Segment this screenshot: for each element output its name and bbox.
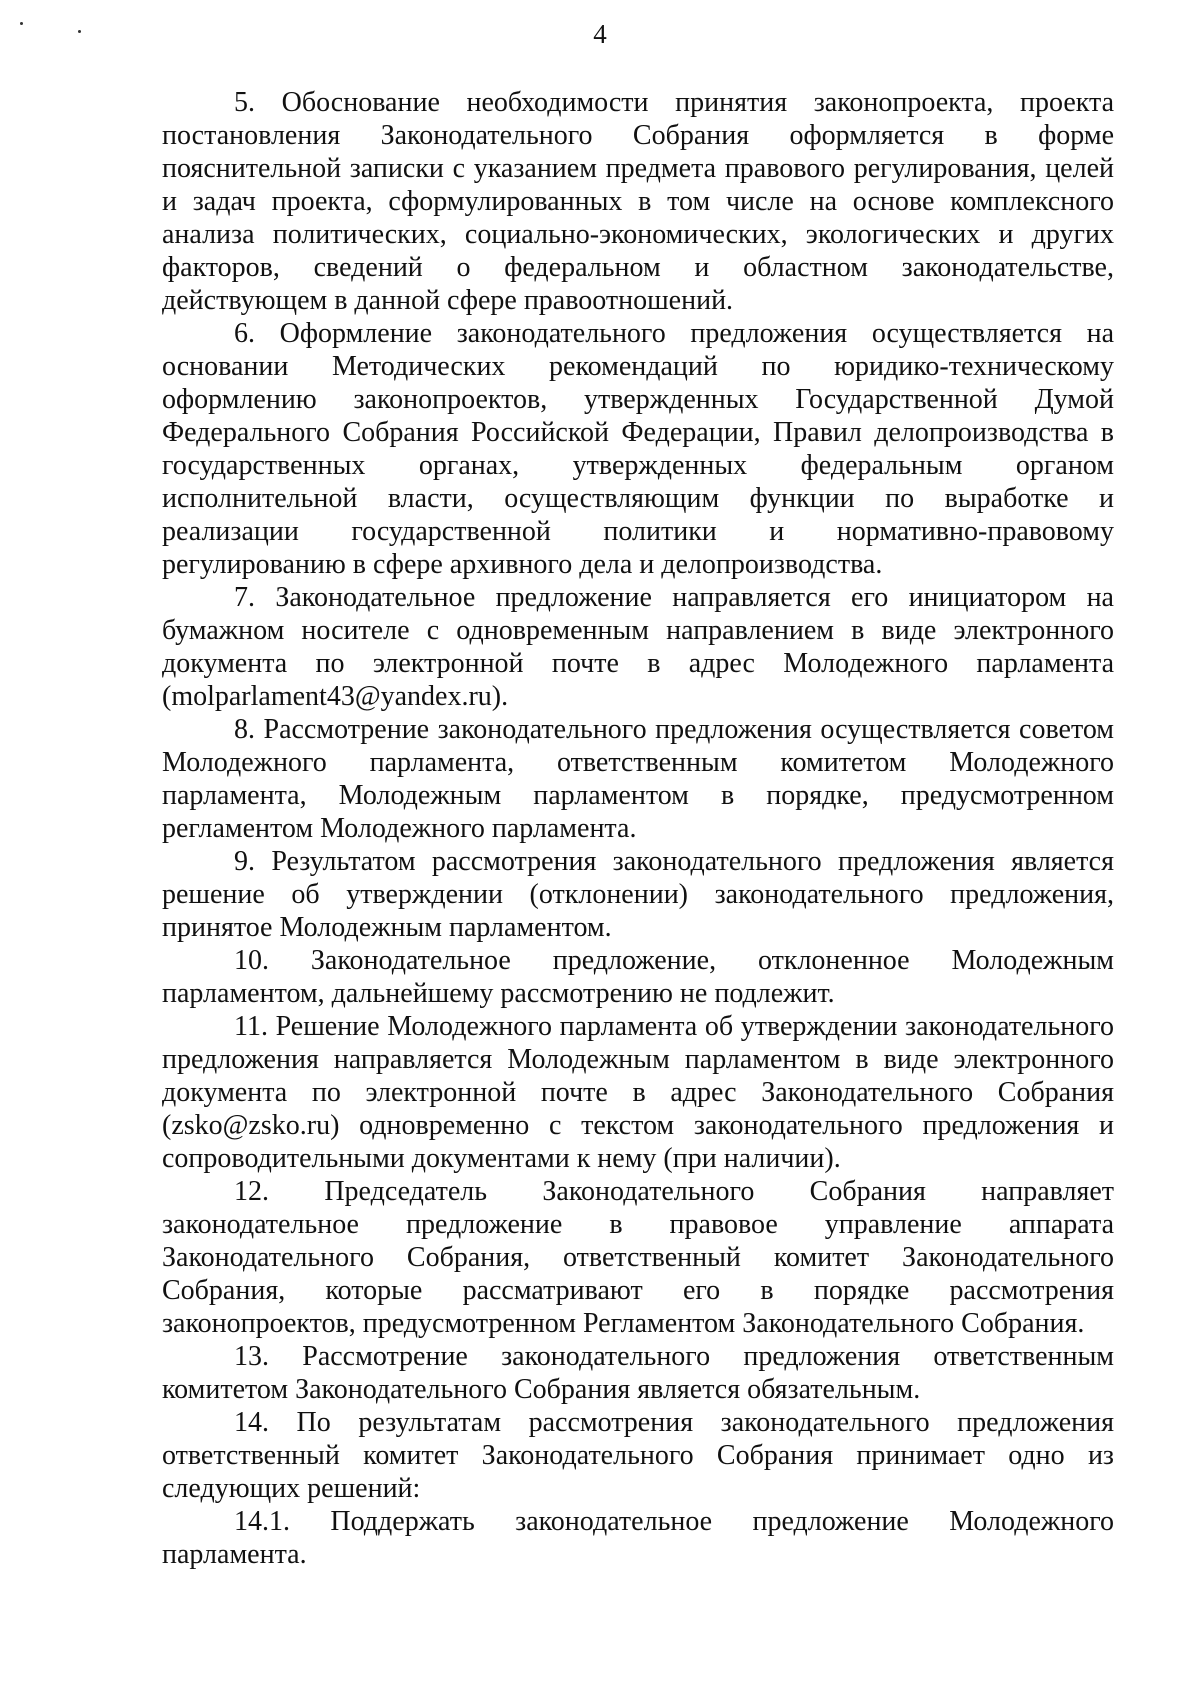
paragraph-8: 8. Рассмотрение законодательного предложения осуществляется советом Молодежного парламента, ответственным комитетом Молодежного парламента, Молодежным парламентом в порядке, предусмотренном регламентом Молодежного парламента. [162,714,1114,844]
paragraph-5: 5. Обоснование необходимости принятия законопроекта, проекта постановления Законодательного Собрания оформляется в форме пояснительной записки с указанием предмета правового регулирования, целей и задач проекта, сформулированных в том числе на основе комплексного анализа политических, социально-экономических, экологических и других факторов, сведений о федеральном и областном законодательстве, действующем в данной сфере правоотношений. [162,87,1114,316]
paragraph-13: 13. Рассмотрение законодательного предложения ответственным комитетом Законодательного Собрания является обязательным. [162,1341,1114,1405]
paragraph-12: 12. Председатель Законодательного Собрания направляет законодательное предложение в правовое управление аппарата Законодательного Собрания, ответственный комитет Законодательного Собрания, которые рассматривают его в порядке рассмотрения законопроектов, предусмотренном Регламентом Законодательного Собрания. [162,1176,1114,1339]
page-number: 4 [593,19,607,49]
paragraph-7: 7. Законодательное предложение направляется его инициатором на бумажном носителе с одновременным направлением в виде электронного документа по электронной почте в адрес Молодежного парламента (molparlament43@yandex.ru). [162,582,1114,712]
paragraph-14-1: 14.1. Поддержать законодательное предложение Молодежного парламента. [162,1506,1114,1570]
paragraph-10: 10. Законодательное предложение, отклоненное Молодежным парламентом, дальнейшему рассмотрению не подлежит. [162,945,1114,1009]
paragraph-9: 9. Результатом рассмотрения законодательного предложения является решение об утверждении (отклонении) законодательного предложения, принятое Молодежным парламентом. [162,846,1114,943]
paragraph-14: 14. По результатам рассмотрения законодательного предложения ответственный комитет Законодательного Собрания принимает одно из следующих решений: [162,1407,1114,1504]
document-body [162,86,1114,1571]
paragraph-6: 6. Оформление законодательного предложения осуществляется на основании Методических рекомендаций по юридико-техническому оформлению законопроектов, утвержденных Государственной Думой Федерального Собрания Российской Федерации, Правил делопроизводства в государственных органах, утвержденных федеральным органом исполнительной власти, осуществляющим функции по выработке и реализации государственной политики и нормативно-правовому регулированию в сфере архивного дела и делопроизводства. [162,318,1114,580]
paragraph-11: 11. Решение Молодежного парламента об утверждении законодательного предложения направляется Молодежным парламентом в виде электронного документа по электронной почте в адрес Законодательного Собрания (zsko@zsko.ru) одновременно с текстом законодательного предложения и сопроводительными документами к нему (при наличии). [162,1011,1114,1174]
